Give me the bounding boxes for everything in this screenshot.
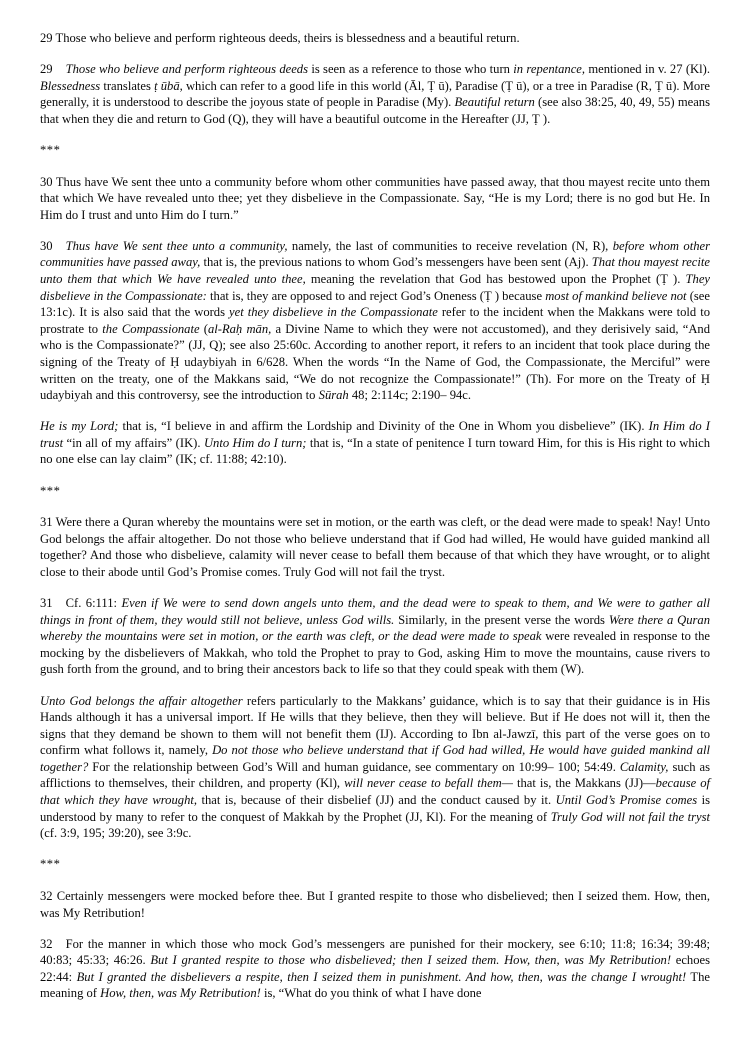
body-text: meaning the revelation that God has bestowed upon the Prophet (Ṭ ). bbox=[305, 272, 686, 287]
quoted-phrase: Beautiful return bbox=[454, 95, 535, 110]
body-text: Similarly, in the present verse the words bbox=[394, 612, 609, 627]
body-text: echoes 22:44: bbox=[40, 953, 710, 984]
body-text: is understood by many to refer to the conquest of Makkah by the Prophet (JJ, Kl). For the meaning of bbox=[40, 793, 710, 824]
body-text: were revealed in response to the mocking by the disbelievers of Makkah, who told the Prophet to pray to God, asking Him to move the mountains, cause rivers to gush forth from the ground, and to bring their ancestors back to life so that they could speak with them (W). bbox=[40, 629, 710, 677]
body-text: 32 Certainly messengers were mocked before thee. But I granted respite to those who disbelieved; then I seized them. How, then, was My Retribution! bbox=[40, 888, 710, 920]
body-text: that is, the Makkans (JJ)— bbox=[512, 776, 656, 791]
body-text: Cf. 6:111: bbox=[65, 596, 122, 611]
body-text: that is, “I believe in and affirm the Lordship and Divinity of the One in Whom you disbelieve” (IK). bbox=[118, 419, 649, 434]
body-text: For the relationship between God’s Will and human guidance, see commentary on 10:99– 100; 54:49. bbox=[88, 759, 620, 774]
body-text: that is, the previous nations to whom God’s messengers have been sent (Aj). bbox=[200, 255, 592, 270]
quoted-phrase: ṭ ūbā, bbox=[154, 78, 183, 93]
body-text: is seen as a reference to those who turn bbox=[308, 62, 514, 77]
quoted-phrase: before whom other communities have passed away, bbox=[40, 238, 710, 270]
body-text: is, “What do you think of what I have done bbox=[260, 986, 482, 1001]
section-separator-2: *** bbox=[40, 483, 61, 498]
quoted-phrase: Truly God will not fail the tryst bbox=[550, 809, 710, 824]
body-text: 48; 2:114c; 2:190– 94c. bbox=[348, 388, 472, 403]
verse-32 bbox=[40, 888, 710, 921]
quoted-phrase: most of mankind believe not bbox=[545, 288, 687, 303]
quoted-phrase: They disbelieve in the Compassionate: bbox=[40, 272, 710, 303]
body-text: that is, “In a state of penitence I turn toward Him, for this is His right to which no one else can lay claim” (IK; cf. 11:88; 42:10). bbox=[40, 435, 711, 467]
body-text: namely, the last of communities to receive revelation (N, R), bbox=[287, 238, 613, 253]
body-text: 32 bbox=[40, 936, 53, 951]
body-text: 29 bbox=[40, 62, 53, 77]
body-text: 30 bbox=[40, 238, 53, 253]
quoted-phrase: in repentance, bbox=[513, 62, 586, 77]
commentary-31 bbox=[40, 595, 710, 678]
quoted-phrase: In Him do I trust bbox=[40, 419, 710, 450]
section-separator-3: *** bbox=[40, 857, 61, 872]
body-text: ( bbox=[199, 321, 208, 336]
body-text: refer to the incident when the Makkans were told to prostrate to bbox=[40, 305, 711, 336]
body-text: 29 Those who believe and perform righteous deeds, theirs is blessedness and a beautiful return. bbox=[40, 31, 520, 45]
quoted-phrase: Unto Him do I turn; bbox=[203, 435, 307, 450]
quoted-phrase: Even if We were to send down angels unto them, and the dead were to speak to them, and We were to gather all things in front of them, they would still not believe, unless God wills. bbox=[40, 596, 710, 627]
body-text: For the manner in which those who mock God’s messengers are punished for their mockery, see 6:10; 11:8; 16:34; 39:48; 40:83; 45:33; 46:26. bbox=[40, 936, 710, 968]
verse-29 bbox=[40, 30, 710, 47]
commentary-32 bbox=[40, 936, 710, 1002]
quoted-phrase: because of that which they have wrought, bbox=[40, 776, 710, 808]
quoted-phrase: But I granted the disbelievers a respite, then I seized them in punishment. And how, then, was the change I wrought! bbox=[76, 969, 687, 984]
commentary-30 bbox=[40, 238, 710, 404]
body-text: translates bbox=[100, 78, 155, 93]
quoted-phrase: the Compassionate bbox=[102, 321, 200, 336]
body-text: which can refer to a good life in this world (Āl, Ṭ ū), Paradise (Ṭ ū), or a tree in Paradise (R, Ṭ ū). More generally, it is understood to describe the joyous state of people in Paradise (My). bbox=[40, 78, 711, 110]
body-text: “in all of my affairs” (IK). bbox=[63, 435, 204, 450]
quoted-phrase: al-Raḥ mān, bbox=[207, 321, 272, 336]
quoted-phrase: Were there a Quran whereby the mountains were set in motion, or the earth was cleft, or the dead were made to speak bbox=[40, 612, 711, 644]
body-text: 31 bbox=[40, 596, 53, 611]
verse-30 bbox=[40, 174, 710, 224]
commentary-29 bbox=[40, 61, 710, 127]
quoted-phrase: That thou mayest recite unto them that which We have revealed unto thee, bbox=[40, 255, 710, 287]
body-text: (cf. 3:9, 195; 39:20), see 3:9c. bbox=[40, 826, 192, 841]
body-text: such as afflictions to themselves, their children, and property (Kl), bbox=[40, 759, 710, 791]
body-text: The meaning of bbox=[40, 969, 710, 1001]
body-text: that is, they are opposed to and reject God’s Oneness (Ṭ ) because bbox=[206, 288, 546, 303]
body-text: refers particularly to the Makkans’ guidance, which is to say that their guidance is in His Hands although it has a universal import. If He wills that they believe, then they will believe. But if He does not will it, then the signs that they demand be shown to them will not benefit them (IJ). According to Ibn al-Jawzī, this part of the verse goes on to confirm what follows it, namely, bbox=[40, 693, 711, 758]
quoted-phrase: Thus have We sent thee unto a community, bbox=[65, 238, 288, 253]
body-text: 31 Were there a Quran whereby the mountains were set in motion, or the earth was cleft, or the dead were made to speak! Nay! Unto God belongs the affair altogether. Do not those who believe understand that if God had willed, He would have guided mankind all together? And those who disbelieve, calamity will never cease to befall them because of that which they have wrought, or to alight close to their abode until God’s Promise comes. Truly God will not fail the tryst. bbox=[40, 515, 710, 579]
quoted-phrase: Those who believe and perform righteous deeds bbox=[65, 62, 308, 77]
body-text: that is, because of their disbelief (JJ) and the conduct caused by it. bbox=[197, 793, 556, 808]
body-text: a Divine Name to which they were not accustomed), and they derisively said, “And who is the Compassionate?” (JJ, Q); see also 25:60c. According to another report, it refers to an incident that took place during the signing of the Treaty of Ḥ udaybiyah in 6/628. When the words “In the Name of God, the Compassionate, the Merciful” were written on the treaty, one of the Makkans said, “We do not recognize the Compassionate!” (Th). For more on the Treaty of Ḥ udaybiyah and this controversy, see the introduction to bbox=[40, 321, 711, 403]
quoted-phrase: Blessedness bbox=[40, 78, 101, 93]
body-text: mentioned in v. 27 (Kl). bbox=[585, 62, 710, 77]
commentary-31-continued bbox=[40, 693, 710, 842]
commentary-30-continued bbox=[40, 418, 710, 468]
quoted-phrase: Until God’s Promise comes bbox=[555, 793, 698, 808]
body-text: 30 Thus have We sent thee unto a community before whom other communities have passed away, that thou mayest recite unto them that which We have revealed unto thee; yet they disbelieve in the Compassionate. Say, “He is my Lord; there is no god but He. In Him do I trust and unto Him do I turn.” bbox=[40, 174, 710, 222]
body-text: (see 13:1c). It is also said that the words bbox=[40, 288, 710, 320]
verse-31 bbox=[40, 514, 710, 580]
quoted-phrase: Do not those who believe understand that if God had willed, He would have guided mankind all together? bbox=[40, 743, 710, 774]
quoted-phrase: Sūrah bbox=[318, 388, 349, 403]
quoted-phrase: yet they disbelieve in the Compassionate bbox=[229, 305, 438, 320]
quoted-phrase: Unto God belongs the affair altogether bbox=[40, 693, 243, 708]
body-text: (see also 38:25, 40, 49, 55) means that when they die and return to God (Q), they will have a beautiful outcome in the Hereafter (JJ, Ṭ ). bbox=[40, 95, 710, 126]
quoted-phrase: Calamity, bbox=[619, 759, 669, 774]
page-content bbox=[40, 30, 710, 1002]
section-separator-1: *** bbox=[40, 142, 61, 157]
quoted-phrase: But I granted respite to those who disbelieved; then I seized them. How, then, was My Retribution! bbox=[150, 953, 672, 968]
quoted-phrase: will never cease to befall them— bbox=[344, 776, 513, 791]
quoted-phrase: How, then, was My Retribution! bbox=[100, 986, 261, 1001]
quoted-phrase: He is my Lord; bbox=[40, 419, 119, 434]
